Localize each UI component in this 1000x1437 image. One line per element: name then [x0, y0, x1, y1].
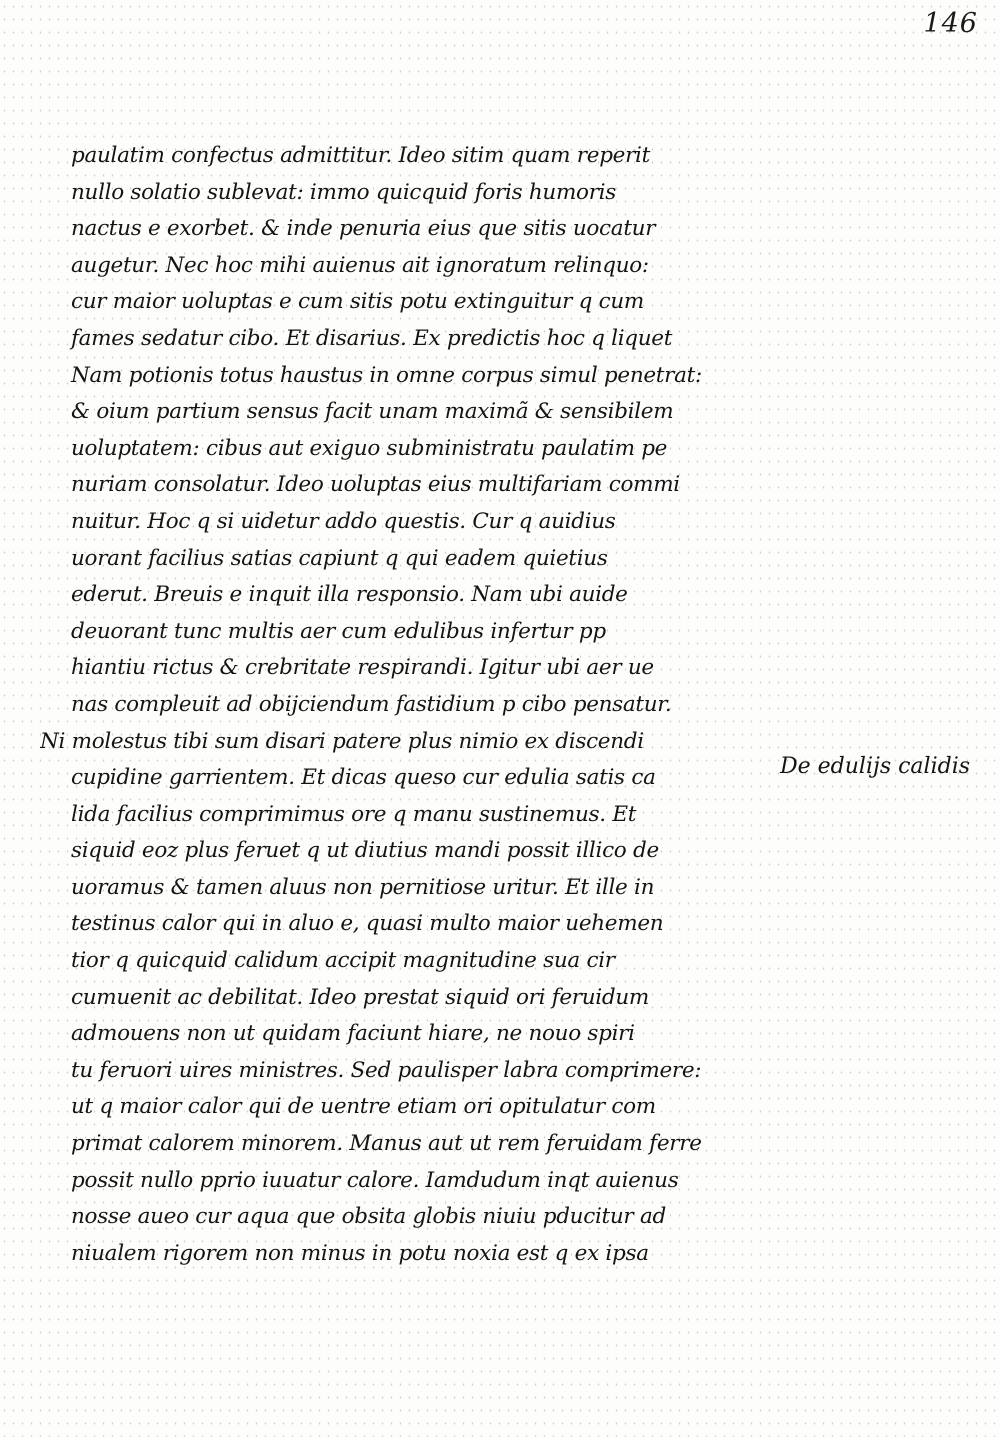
text-line: uoluptatem: cibus aut exiguo subministratu paulatim pe	[71, 435, 668, 461]
text-line: tior q quicquid calidum accipit magnitudine sua cir	[71, 948, 615, 974]
text-line: admouens non ut quidam faciunt hiare, ne nouo spiri	[71, 1021, 635, 1047]
text-line: nullo solatio sublevat: immo quicquid foris humoris	[71, 179, 616, 205]
text-line: nuriam consolatur. Ideo uoluptas eius multifariam commi	[71, 472, 680, 498]
text-line: testinus calor qui in aluo e, quasi multo maior uehemen	[71, 911, 664, 937]
text-line: uorant facilius satias capiunt q qui eadem quietius	[71, 545, 608, 571]
text-line: siquid eoz plus feruet q ut diutius mandi possit illico de	[71, 838, 659, 864]
text-line: lida facilius comprimimus ore q manu sustinemus. Et	[71, 801, 637, 827]
paragraph-start-line: Ni molestus tibi sum disari patere plus nimio ex discendi	[40, 728, 644, 754]
text-line: possit nullo pprio iuuatur calore. Iamdudum inqt auienus	[71, 1167, 679, 1193]
text-line: ut q maior calor qui de uentre etiam ori opitulatur com	[71, 1094, 656, 1120]
text-line: nactus e exorbet. & inde penuria eius que sitis uocatur	[71, 216, 656, 242]
text-line: augetur. Nec hoc mihi auienus ait ignoratum relinquo:	[71, 252, 649, 278]
margin-note: De edulijs calidis	[780, 754, 971, 779]
text-line: tu feruori uires ministres. Sed paulisper labra comprimere:	[71, 1057, 702, 1083]
text-line: primat calorem minorem. Manus aut ut rem feruidam ferre	[71, 1131, 702, 1157]
text-line: hiantiu rictus & crebritate respirandi. Igitur ubi aer ue	[71, 655, 654, 681]
text-line: nosse aueo cur aqua que obsita globis niuiu pducitur ad	[71, 1204, 666, 1230]
text-line: ederut. Breuis e inquit illa responsio. Nam ubi auide	[71, 582, 628, 608]
text-line: niualem rigorem non minus in potu noxia est q ex ipsa	[71, 1240, 649, 1266]
text-line: paulatim confectus admittitur. Ideo sitim quam reperit	[71, 143, 650, 168]
main-text-block	[40, 138, 740, 1272]
text-line: cupidine garrientem. Et dicas queso cur edulia satis ca	[71, 765, 656, 791]
text-line: Nam potionis totus haustus in omne corpus simul penetrat:	[71, 362, 702, 388]
text-line: deuorant tunc multis aer cum edulibus infertur pp	[71, 618, 606, 644]
text-line: cumuenit ac debilitat. Ideo prestat siquid ori feruidum	[71, 984, 649, 1010]
text-line: cur maior uoluptas e cum sitis potu extinguitur q cum	[71, 289, 644, 315]
folio-number: 146	[923, 8, 978, 39]
text-line: & oium partium sensus facit unam maximã & sensibilem	[71, 399, 674, 425]
text-line: nuitur. Hoc q si uidetur addo questis. Cur q auidius	[71, 508, 616, 534]
text-line: fames sedatur cibo. Et disarius. Ex predictis hoc q liquet	[71, 325, 673, 351]
text-line: nas compleuit ad obijciendum fastidium p cibo pensatur.	[71, 691, 672, 717]
text-line: uoramus & tamen aluus non pernitiose uritur. Et ille in	[71, 874, 655, 900]
